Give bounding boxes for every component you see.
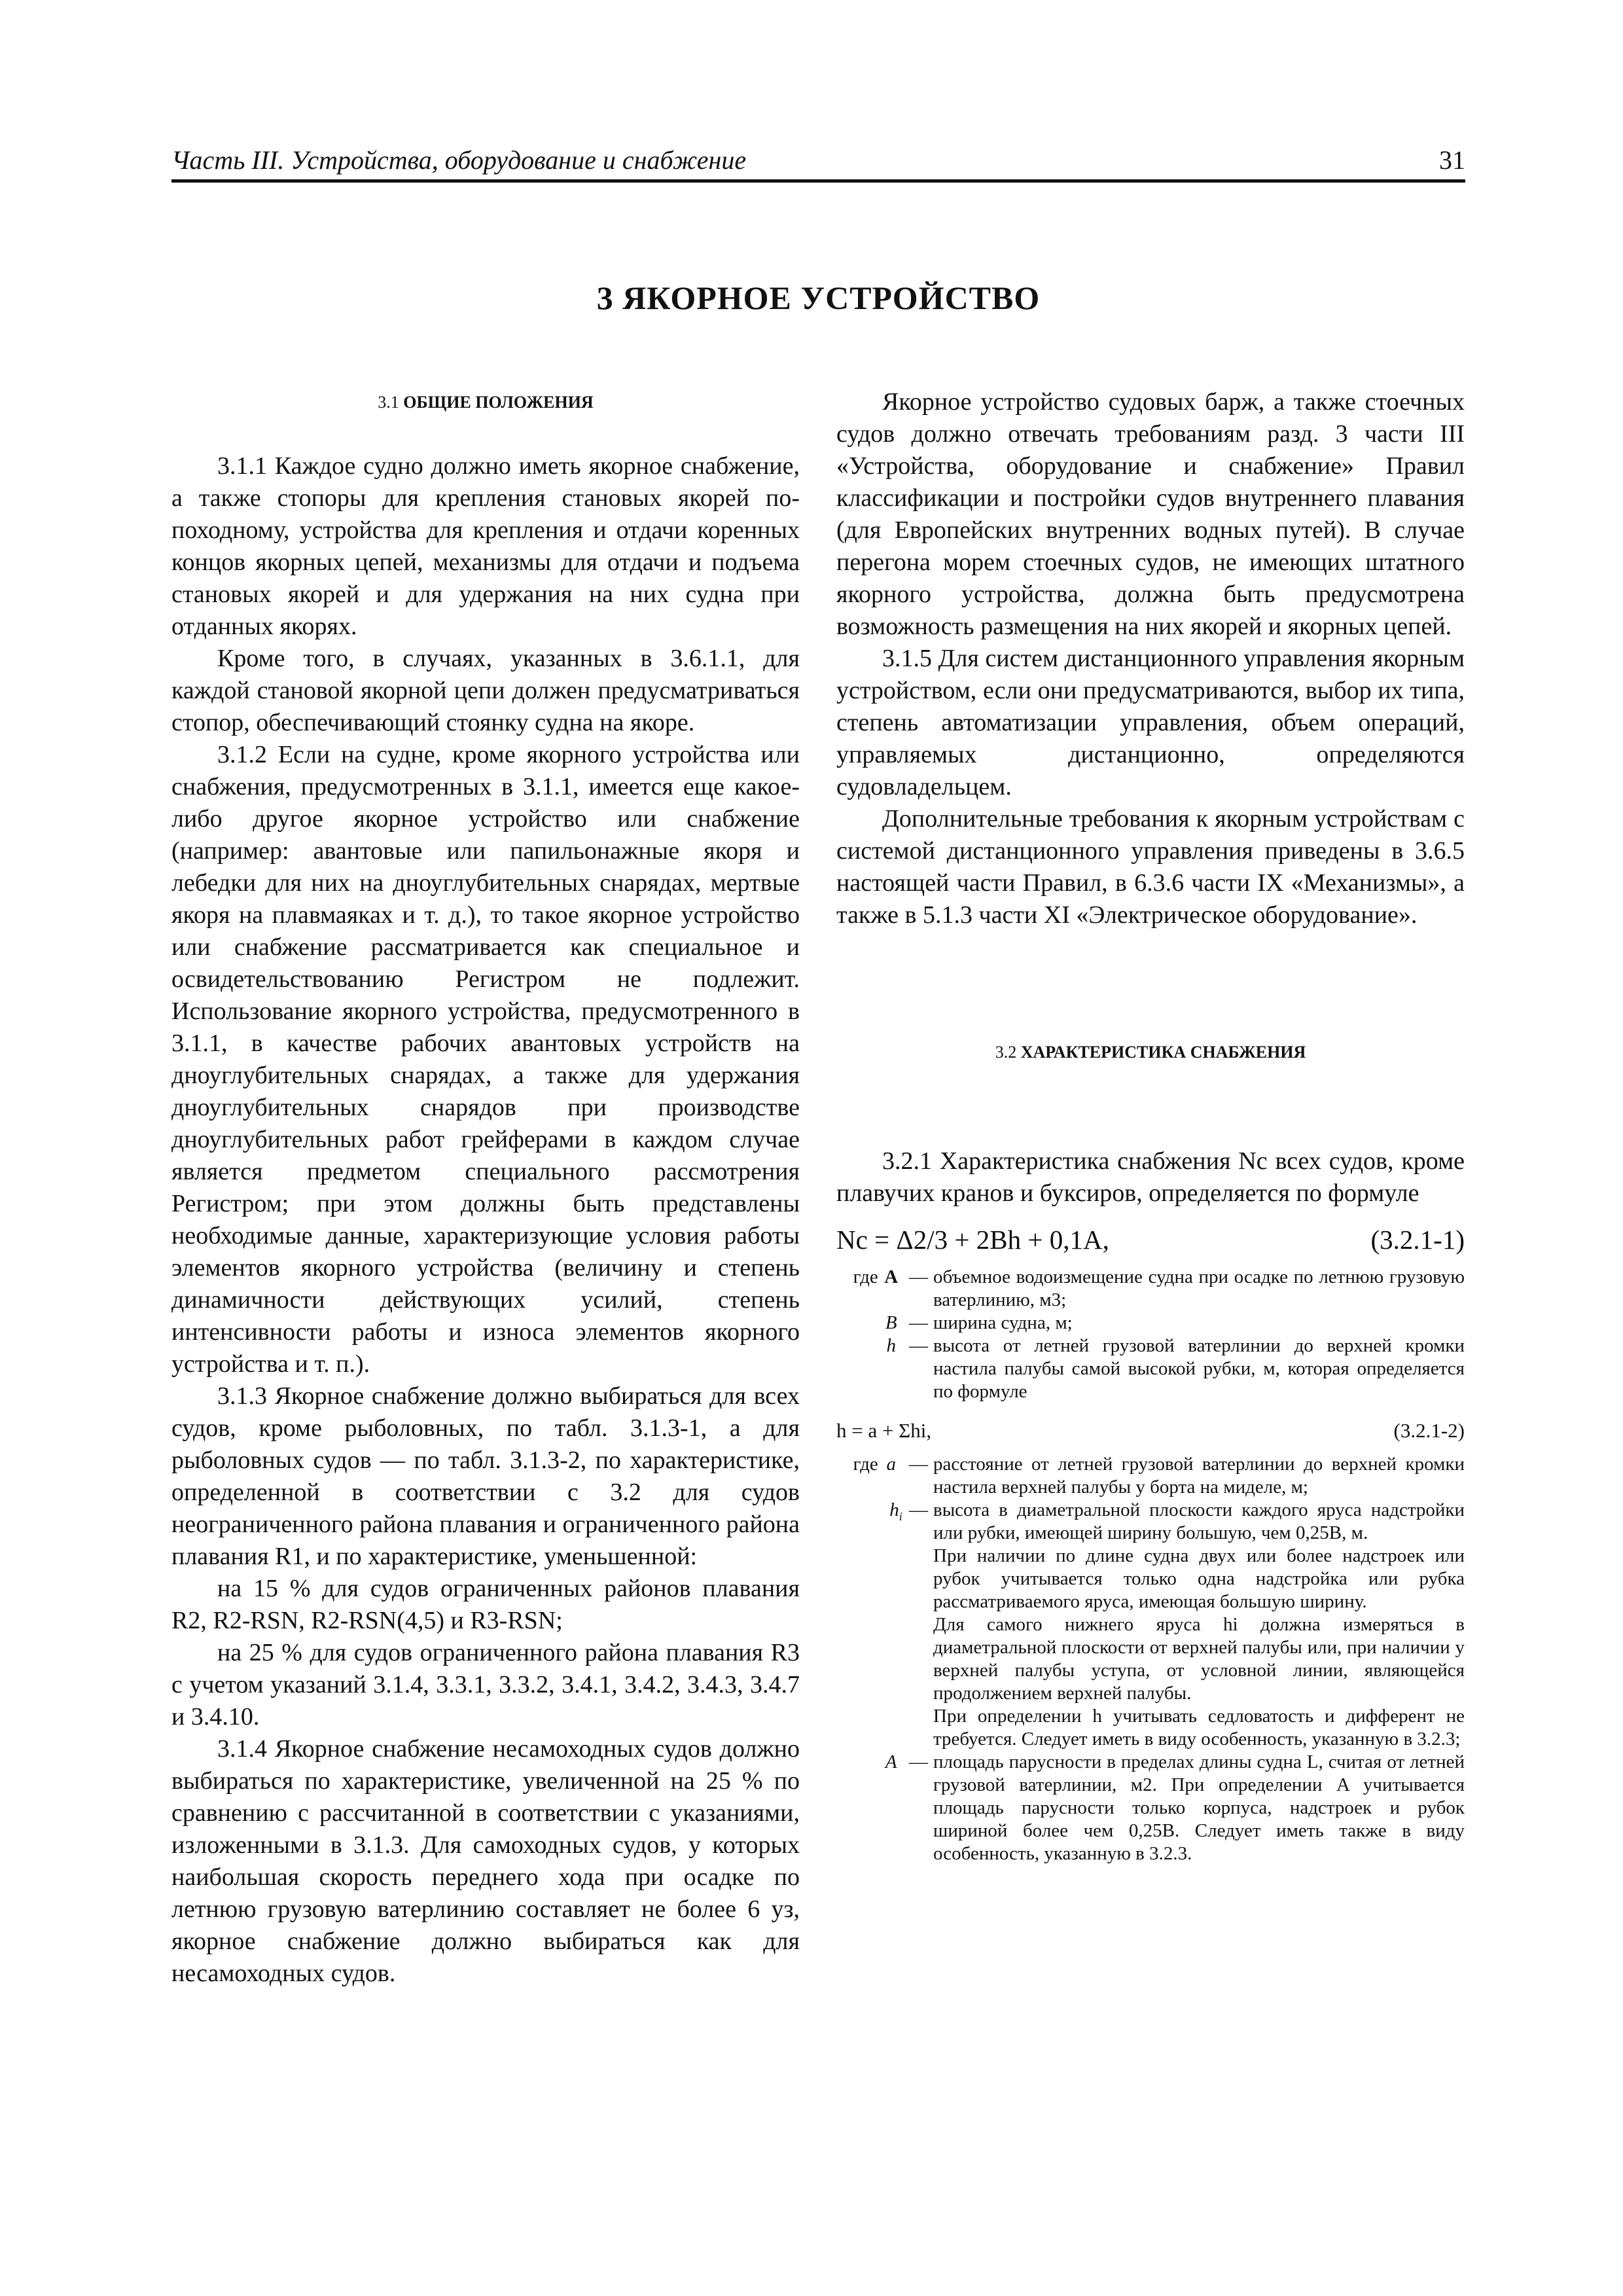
where-label: где: [853, 1266, 878, 1287]
right-column: [836, 386, 1465, 1865]
page-number: 31: [1439, 145, 1465, 175]
running-header: [171, 143, 1465, 183]
paragraph-3-1-1-cont: Кроме того, в случаях, указанных в 3.6.1.1, для каждой становой якорной цепи должен предусматриваться стопор, обеспечивающий стоянку судна на якоре.: [171, 645, 800, 736]
section-title: ОБЩИЕ ПОЛОЖЕНИЯ: [403, 393, 594, 412]
paragraph-barges: Якорное устройство судовых барж, а также стоечных судов должно отвечать требованиям разд. 3 части III «Устройства, оборудование и снабжение» Правил классификации и постройки судов внутреннего плавания (для Европейских внутренних водных путей). В случае перегона морем стоечных судов, не имеющих штатного якорного устройства, должна быть предусмотрена возможность размещения на них якорей и якорных цепей.: [836, 388, 1465, 640]
definitions-list: [836, 1266, 1465, 1865]
running-title: Часть III. Устройства, оборудование и снабжение: [171, 145, 747, 175]
paragraph-3-1-5-cont: Дополнительные требования к якорным устройствам с системой дистанционного управления приведены в 3.6.5 настоящей части Правил, в 6.3.6 части IX «Механизмы», а также в 5.1.3 части XI «Электрическое оборудование».: [836, 805, 1465, 929]
formula-expression: h = a + Σhi,: [836, 1419, 932, 1442]
section-number: 3.1: [378, 393, 399, 412]
equation-number: (3.2.1-2): [1393, 1419, 1465, 1442]
definition-A-windage: A — площадь парусности в пределах длины судна L, считая от летней грузовой ватерлинии, м2. При определении A учитывается площадь парусности только корпуса, надстроек и рубок шириной более чем 0,25B. Следует иметь также в виду особенность, указанную в 3.2.3.: [885, 1751, 1465, 1864]
paragraph-3-1-2: 3.1.2 Если на судне, кроме якорного устройства или снабжения, предусмотренных в 3.1.1, имеется еще какое-либо другое якорное устройство или снабжение (например: авантовые или папильонажные якоря и лебедки для них на дноуглубительных снарядах, мертвые якоря на плавмаяках и т. д.), то такое якорное устройство или снабжение рассматривается как специальное и освидетельствованию Регистром не подлежит. Использование якорного устройства, предусмотренного в 3.1.1, в качестве рабочих авантовых устройств на дноуглубительных снарядах, а также для удержания дноуглубительных снарядов при производстве дноуглубительных работ грейферами в каждом случае является предметом специального рассмотрения Регистром; при этом должны быть представлены необходимые данные, характеризующие условия работы элементов якорного устройства (величину и степень динамичности действующих усилий, степень интенсивности работы и износа элементов якорного устройства и т. п.).: [171, 741, 800, 1378]
paragraph-3-1-3: 3.1.3 Якорное снабжение должно выбираться для всех судов, кроме рыболовных, по табл. 3.1.3-1, а для рыболовных судов — по табл. 3.1.3-2, по характеристике, определенной в соответствии с 3.2 для судов неограниченного района плавания и ограниченного района плавания R1, и по характеристике, уменьшенной:: [171, 1382, 800, 1570]
formula-3-2-1-1: [836, 1213, 1465, 1266]
section-title: ХАРАКТЕРИСТИКА СНАБЖЕНИЯ: [1020, 1043, 1306, 1062]
formula-expression: Nc = Δ2/3 + 2Bh + 0,1A,: [836, 1225, 1109, 1255]
paragraph-3-1-1: 3.1.1 Каждое судно должно иметь якорное снабжение, а также стопоры для крепления становых якорей по-походному, устройства для крепления и отдачи коренных концов якорных цепей, механизмы для отдачи и подъема становых якорей и для удержания на них судна при отданных якорях.: [171, 452, 800, 640]
paragraph-3-1-5: 3.1.5 Для систем дистанционного управления якорным устройством, если они предусматриваются, выбор их типа, степень автоматизации управления, объем операций, управляемых дистанционно, определяются судовладельцем.: [836, 645, 1465, 800]
spacer: [836, 931, 1465, 1036]
definition-text: ширина судна, м;: [933, 1312, 1073, 1333]
definition-A: где A — объемное водоизмещение судна при осадке по летнюю грузовую ватерлинию, м3;: [853, 1266, 1465, 1310]
chapter-title: 3 ЯКОРНОЕ УСТРОЙСТВО: [596, 279, 1041, 316]
definition-text: высота от летней грузовой ватерлинии до верхней кромки настила палубы самой высокой рубки, м, которая определяется по формуле: [933, 1335, 1465, 1402]
section-heading-3-2: [836, 1036, 1465, 1068]
formula-3-2-1-2: [836, 1408, 1465, 1453]
paragraph-3-2-1: 3.2.1 Характеристика снабжения Nc всех судов, кроме плавучих кранов и буксиров, определяется по формуле: [836, 1147, 1465, 1207]
paragraph-3-1-4: 3.1.4 Якорное снабжение несамоходных судов должно выбираться по характеристике, увеличенной на 25 % по сравнению с рассчитанной в соответствии с указаниями, изложенными в 3.1.3. Для самоходных судов, у которых наибольшая скорость переднего хода при осадке по летнюю грузовую ватерлинию составляет не более 6 уз, якорное снабжение должно выбираться как для несамоходных судов.: [171, 1735, 800, 1987]
definition-B: B — ширина судна, м;: [836, 1312, 1465, 1335]
definition-part: Для самого нижнего яруса hi должна измеряться в диаметральной плоскости от верхней палубы или, при наличии у верхней палубы уступа, от условной линии, являющейся продолжением верхней палубы.: [933, 1614, 1465, 1704]
definition-h: h — высота от летней грузовой ватерлинии до верхней кромки настила палубы самой высокой рубки, м, которая определяется по формуле: [886, 1335, 1465, 1402]
paragraph-3-1-3-b: на 25 % для судов ограниченного района плавания R3 с учетом указаний 3.1.4, 3.3.1, 3.3.2, 3.4.1, 3.4.2, 3.4.3, 3.4.7 и 3.4.10.: [171, 1639, 800, 1731]
where-label: где: [853, 1454, 878, 1475]
equation-number: (3.2.1-1): [1370, 1225, 1465, 1255]
paragraph-3-1-3-a: на 15 % для судов ограниченных районов плавания R2, R2-RSN, R2-RSN(4,5) и R3-RSN;: [171, 1575, 800, 1634]
definition-part: При определении h учитывать седловатость и дифферент не требуется. Следует иметь в виду особенность, указанную в 3.2.3;: [933, 1706, 1465, 1749]
definition-text: [928, 1499, 1465, 1751]
section-heading-3-1: [171, 386, 800, 418]
definition-text: площадь парусности в пределах длины судна L, считая от летней грузовой ватерлинии, м2. При определении A учитывается площадь парусности только корпуса, надстроек и рубок шириной более чем 0,25B. Следует иметь также в виду особенность, указанную в 3.2.3.: [933, 1751, 1465, 1864]
spacer: [171, 418, 800, 450]
definition-text: объемное водоизмещение судна при осадке по летнюю грузовую ватерлинию, м3;: [933, 1266, 1465, 1310]
definition-part: При наличии по длине судна двух или более надстроек или рубок учитывается только одна надстройка или рубка рассматриваемого яруса, имеющая большую ширину.: [933, 1545, 1465, 1612]
section-number: 3.2: [995, 1043, 1017, 1062]
spacer: [836, 1068, 1465, 1145]
definition-text: расстояние от летней грузовой ватерлинии до верхней кромки настила верхней палубы у борта на миделе, м;: [933, 1454, 1465, 1498]
definition-part: высота в диаметральной плоскости каждого яруса надстройки или рубки, имеющей ширину большую, чем 0,25B, м.: [933, 1499, 1465, 1543]
definition-a: где a — расстояние от летней грузовой ватерлинии до верхней кромки настила верхней палубы у борта на миделе, м;: [853, 1454, 1465, 1498]
definition-hi: $h_i$ — высота в диаметральной плоскости каждого яруса надстройки или рубки, имеющей ширину большую, чем 0,25B, м. При наличии по длине судна двух или более надстроек или рубок учитывается только одна надстройка или рубка рассматриваемого яруса, имеющая большую ширину. Для самого нижнего яруса hi должна измеряться в диаметральной плоскости от верхней палубы или, при наличии у верхней палубы уступа, от условной линии, являющейся продолжением верхней палубы. При определении h учитывать седловатость и дифферент не требуется. Следует иметь в виду особенность, указанную в 3.2.3;: [889, 1499, 1465, 1749]
left-column: [171, 386, 800, 1990]
